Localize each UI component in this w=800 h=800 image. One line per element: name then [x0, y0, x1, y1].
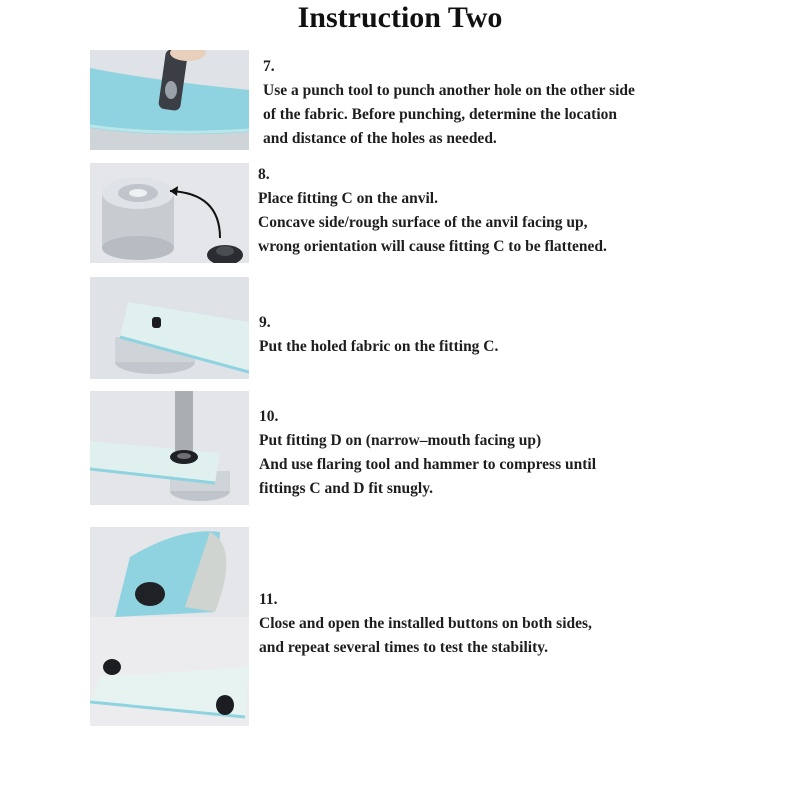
step-text-line: and distance of the holes as needed.	[263, 130, 497, 147]
step-7-image	[90, 50, 249, 150]
step-7	[263, 55, 635, 151]
step-number: 8.	[258, 166, 270, 183]
step-8-image	[90, 163, 249, 263]
step-text-line: Put fitting D on (narrow–mouth facing up)	[259, 432, 542, 449]
step-text-line: Close and open the installed buttons on both sides,	[259, 615, 592, 632]
step-9	[259, 311, 498, 359]
step-10	[259, 405, 596, 501]
step-11-image	[90, 527, 249, 726]
step-text-line: Use a punch tool to punch another hole on the other side	[263, 82, 635, 99]
step-number: 7.	[263, 58, 275, 75]
step-text-line: fittings C and D fit snugly.	[259, 480, 433, 497]
step-8	[258, 163, 607, 259]
step-10-image	[90, 391, 249, 505]
step-number: 10.	[259, 408, 279, 425]
step-11	[259, 588, 592, 660]
step-text-line: And use flaring tool and hammer to compress until	[259, 456, 597, 473]
step-text-line: Concave side/rough surface of the anvil facing up,	[258, 214, 588, 231]
step-number: 11.	[259, 591, 278, 608]
step-text-line: Put the holed fabric on the fitting C.	[259, 338, 499, 355]
step-9-image	[90, 277, 249, 379]
step-text-line: wrong orientation will cause fitting C to be flattened.	[258, 238, 607, 255]
step-text-line: and repeat several times to test the stability.	[259, 639, 548, 656]
step-number: 9.	[259, 314, 271, 331]
step-text-line: Place fitting C on the anvil.	[258, 190, 438, 207]
page-title: Instruction Two	[297, 1, 503, 34]
step-text-line: of the fabric. Before punching, determine the location	[263, 106, 618, 123]
